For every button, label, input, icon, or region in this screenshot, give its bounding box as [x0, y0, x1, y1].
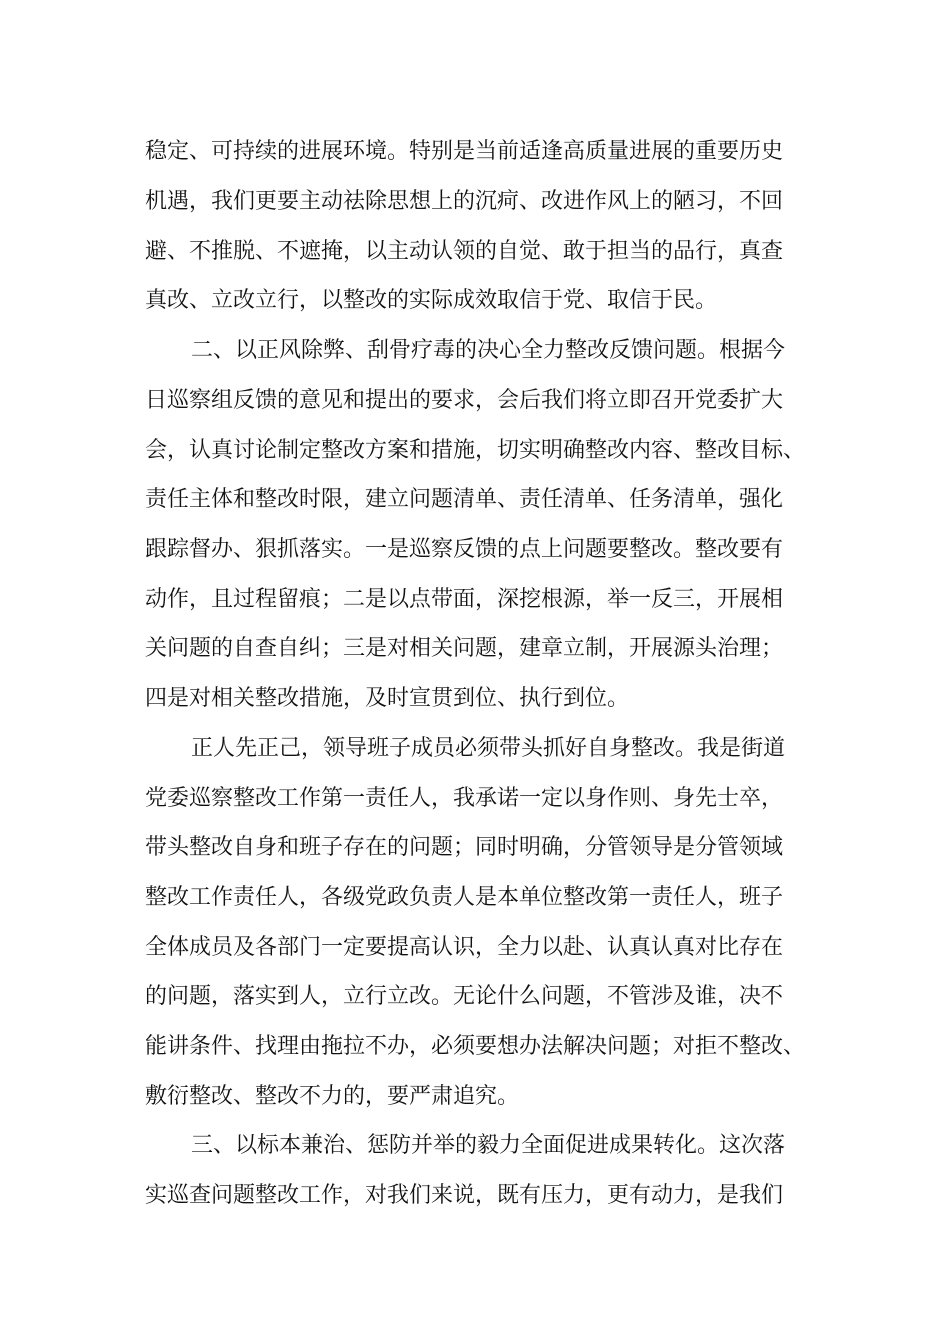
paragraph-start-line: 二、以正风除弊、刮骨疗毒的决心全力整改反馈问题。根据今: [191, 338, 786, 363]
text-line: 责任主体和整改时限，建立问题清单、责任清单、任务清单，强化: [145, 487, 784, 512]
text-line: 实巡查问题整改工作，对我们来说，既有压力，更有动力，是我们: [145, 1183, 784, 1208]
text-line: 的问题，落实到人，立行立改。无论什么问题，不管涉及谁，决不: [145, 984, 784, 1009]
text-line: 全体成员及各部门一定要提高认识，全力以赴、认真认真对比存在: [145, 935, 784, 960]
paragraph-start-line: 正人先正己，领导班子成员必须带头抓好自身整改。我是街道: [191, 736, 786, 761]
text-line: 带头整改自身和班子存在的问题；同时明确，分管领导是分管领域: [145, 835, 784, 860]
text-line: 会，认真讨论制定整改方案和措施，切实明确整改内容、整改目标、: [145, 438, 806, 463]
text-line: 跟踪督办、狠抓落实。一是巡察反馈的点上问题要整改。整改要有: [145, 537, 784, 562]
text-line: 真改、立改立行，以整改的实际成效取信于党、取信于民。: [145, 288, 718, 313]
paragraph-start-line: 三、以标本兼治、惩防并举的毅力全面促进成果转化。这次落: [191, 1133, 786, 1158]
text-line: 避、不推脱、不遮掩，以主动认领的自觉、敢于担当的品行，真查: [145, 239, 784, 264]
text-line: 党委巡察整改工作第一责任人，我承诺一定以身作则、身先士卒，: [145, 786, 784, 811]
text-line: 机遇，我们更要主动祛除思想上的沉疴、改进作风上的陋习，不回: [145, 189, 784, 214]
text-line: 能讲条件、找理由拖拉不办，必须要想办法解决问题；对拒不整改、: [145, 1034, 806, 1059]
text-line: 整改工作责任人，各级党政负责人是本单位整改第一责任人，班子: [145, 885, 784, 910]
text-line: 日巡察组反馈的意见和提出的要求，会后我们将立即召开党委扩大: [145, 388, 784, 413]
text-line: 关问题的自查自纠；三是对相关问题，建章立制，开展源头治理；: [145, 636, 784, 661]
text-line: 动作，且过程留痕；二是以点带面，深挖根源，举一反三，开展相: [145, 587, 784, 612]
text-line: 敷衍整改、整改不力的，要严肃追究。: [145, 1084, 520, 1109]
text-line: 四是对相关整改措施，及时宣贯到位、执行到位。: [145, 686, 630, 711]
text-line: 稳定、可持续的进展环境。特别是当前适逢高质量进展的重要历史: [145, 139, 784, 164]
